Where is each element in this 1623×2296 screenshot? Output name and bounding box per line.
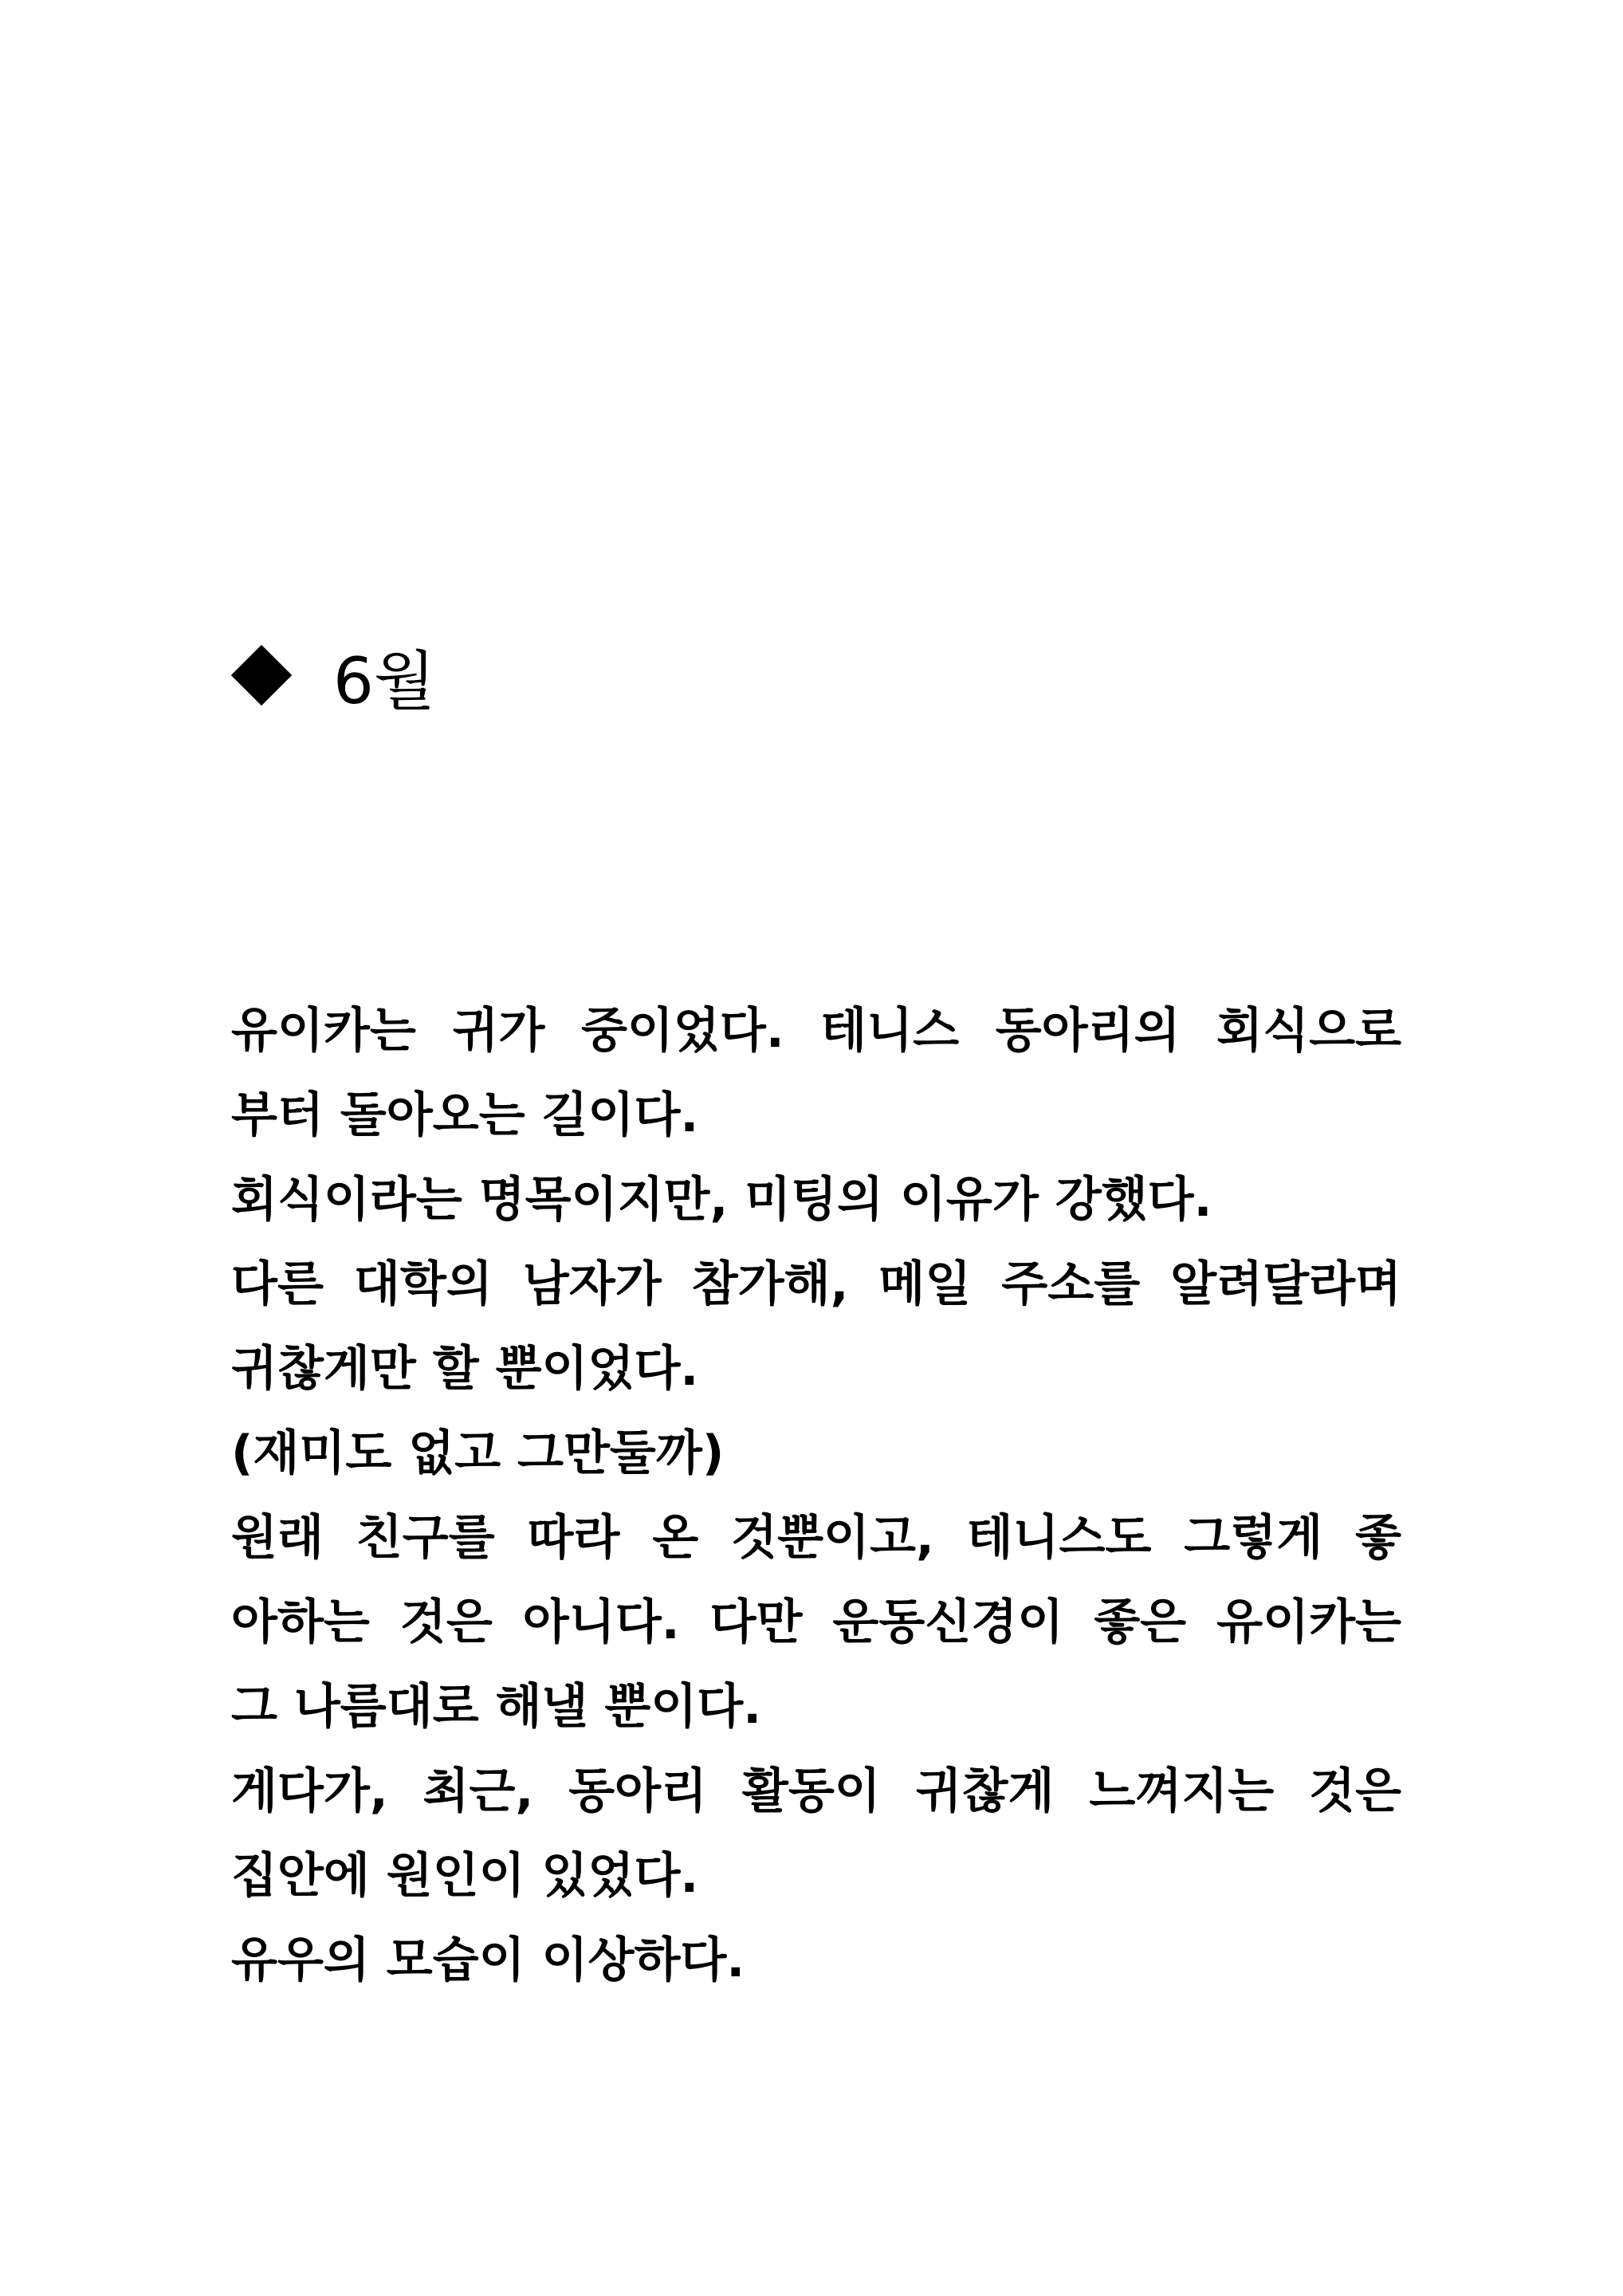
- paragraph-line: 유이카는 귀가 중이었다. 테니스 동아리의 회식으로: [231, 1003, 1401, 1059]
- chapter-title: 6월: [333, 643, 436, 718]
- paragraph-line: 게다가, 최근, 동아리 활동이 귀찮게 느껴지는 것은: [231, 1763, 1401, 1819]
- chapter-heading: [231, 631, 435, 719]
- paragraph-line: 다른 대학의 남자가 참가해, 메일 주소를 알려달라며: [231, 1256, 1401, 1312]
- paragraph-line: 유우의 모습이 이상하다.: [231, 1932, 745, 1988]
- paragraph-line: 귀찮게만 할 뿐이었다.: [231, 1341, 699, 1397]
- paragraph-line: 회식이라는 명목이지만, 미팅의 이유가 강했다.: [231, 1172, 1212, 1228]
- paragraph-line: 아하는 것은 아니다. 다만 운동신경이 좋은 유이카는: [231, 1594, 1401, 1650]
- paragraph-line: 원래 친구를 따라 온 것뿐이고, 테니스도 그렇게 좋: [231, 1510, 1401, 1566]
- body-text: [231, 989, 1401, 2003]
- paragraph-line: 부터 돌아오는 길이다.: [231, 1087, 699, 1143]
- paragraph-line: 집안에 원인이 있었다.: [231, 1848, 699, 1904]
- diamond-bullet-icon: [231, 645, 292, 706]
- paragraph-line: (재미도 없고 그만둘까): [231, 1425, 725, 1481]
- paragraph-line: 그 나름대로 해낼 뿐이다.: [231, 1679, 762, 1735]
